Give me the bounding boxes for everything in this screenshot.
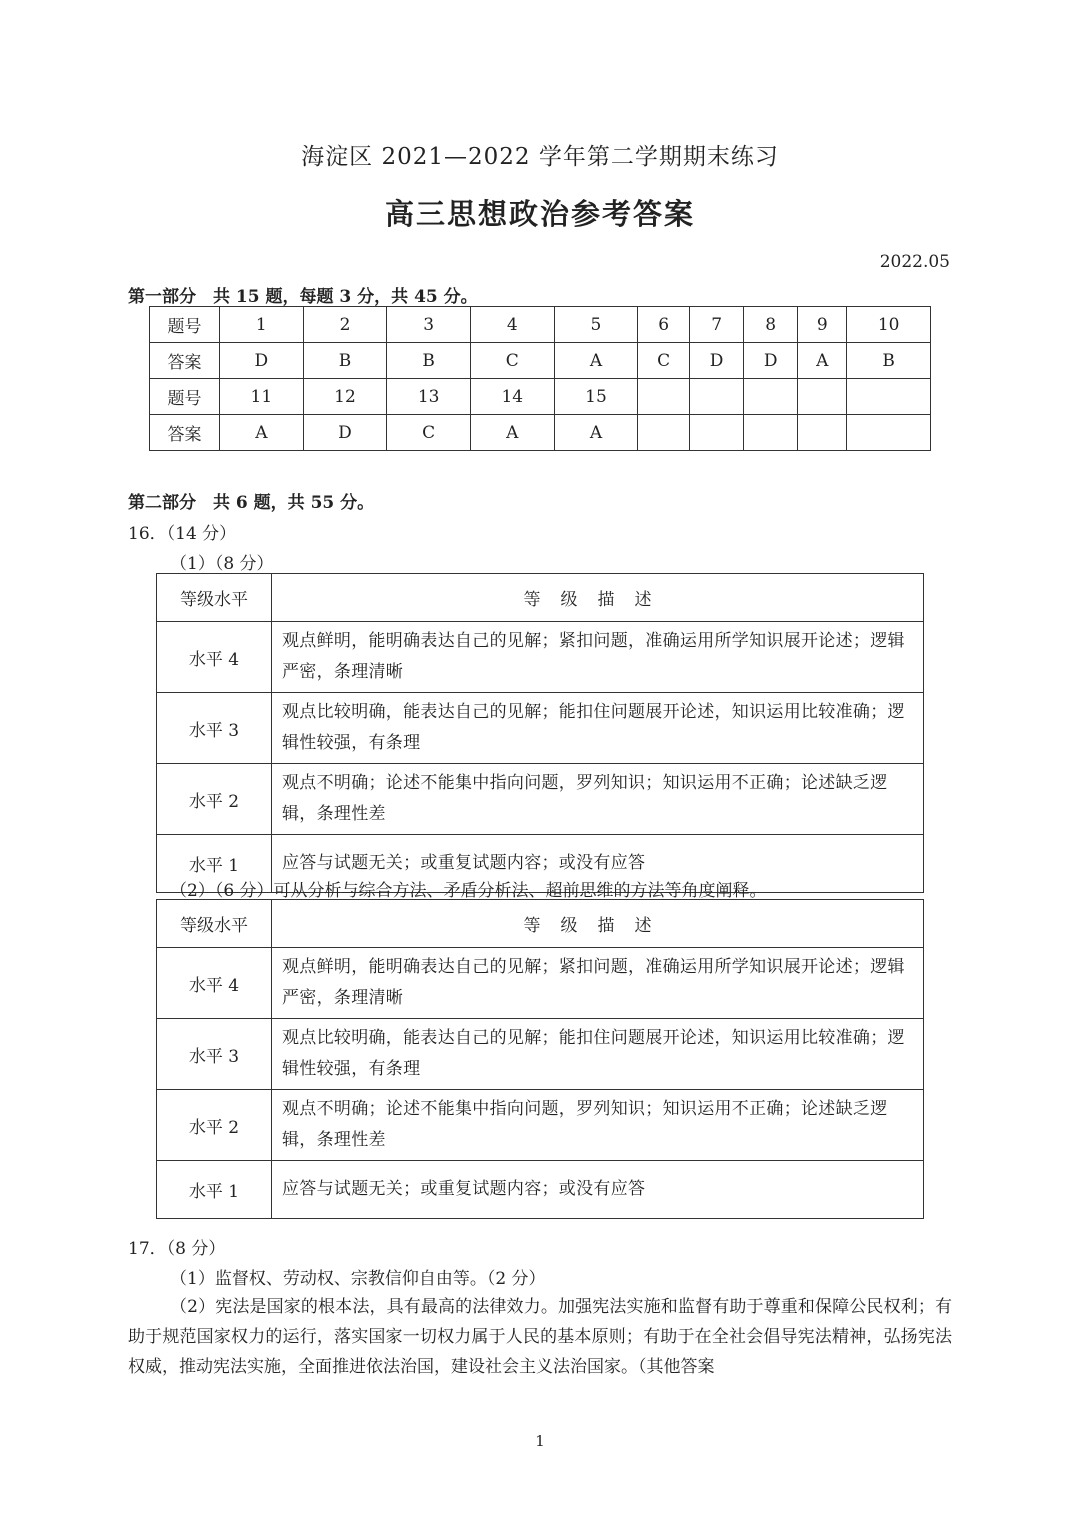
level-desc: 应答与试题无关；或重复试题内容；或没有应答 bbox=[272, 835, 924, 893]
answer-cell: 8 bbox=[744, 307, 798, 343]
answer-cell: D bbox=[690, 343, 744, 379]
answer-cell: C bbox=[387, 415, 471, 451]
level-desc: 观点不明确；论述不能集中指向问题，罗列知识；知识运用不正确；论述缺乏逻辑，条理性差 bbox=[272, 764, 924, 835]
answer-cell bbox=[638, 415, 690, 451]
level-name: 水平 4 bbox=[157, 622, 272, 693]
answer-cell bbox=[847, 379, 931, 415]
answer-cell: A bbox=[554, 415, 638, 451]
answer-cell: C bbox=[638, 343, 690, 379]
column-header-desc: 等级描述 bbox=[272, 900, 924, 948]
answer-cell: B bbox=[847, 343, 931, 379]
q17-sub2: （2）宪法是国家的根本法，具有最高的法律效力。加强宪法实施和监督有助于尊重和保障公民权利；有助于规范国家权力的运行，落实国家一切权力属于人民的基本原则；有助于在全社会倡导宪法精神，弘扬宪法权威，推动宪法实施，全面推进依法治国，建设社会主义法治国家。（其他答案 bbox=[128, 1297, 952, 1377]
q17-label: 17．（8 分） bbox=[128, 1239, 226, 1259]
row-label: 答案 bbox=[150, 343, 220, 379]
table-row bbox=[157, 1019, 924, 1090]
table-row bbox=[150, 307, 931, 343]
answer-table bbox=[149, 306, 931, 451]
q16-label: 16．（14 分） bbox=[128, 524, 237, 544]
q17-sub1: （1）监督权、劳动权、宗教信仰自由等。（2 分） bbox=[170, 1269, 546, 1289]
level-name: 水平 3 bbox=[157, 693, 272, 764]
q16-sub2-label: （2）（6 分）可从分析与综合方法、矛盾分析法、超前思维的方法等角度阐释。 bbox=[170, 881, 767, 901]
table-row bbox=[157, 1161, 924, 1219]
level-desc: 观点比较明确，能表达自己的见解；能扣住问题展开论述，知识运用比较准确；逻辑性较强，有条理 bbox=[272, 1019, 924, 1090]
row-label: 题号 bbox=[150, 307, 220, 343]
answer-cell: 10 bbox=[847, 307, 931, 343]
answer-cell: A bbox=[554, 343, 638, 379]
level-desc: 观点鲜明，能明确表达自己的见解；紧扣问题，准确运用所学知识展开论述；逻辑严密，条理清晰 bbox=[272, 948, 924, 1019]
table-header-row bbox=[157, 900, 924, 948]
table-row bbox=[150, 379, 931, 415]
table-row bbox=[150, 415, 931, 451]
answer-cell bbox=[690, 379, 744, 415]
column-header-level: 等级水平 bbox=[157, 574, 272, 622]
answer-cell bbox=[798, 415, 847, 451]
answer-cell: 15 bbox=[554, 379, 638, 415]
level-name: 水平 3 bbox=[157, 1019, 272, 1090]
table-row bbox=[157, 1090, 924, 1161]
answer-cell: 6 bbox=[638, 307, 690, 343]
level-name: 水平 2 bbox=[157, 1090, 272, 1161]
part2-heading: 第二部分 共 6 题，共 55 分。 bbox=[128, 493, 375, 513]
table-row bbox=[157, 622, 924, 693]
answer-cell bbox=[744, 415, 798, 451]
table-row bbox=[157, 764, 924, 835]
table-row bbox=[150, 343, 931, 379]
level-table-2 bbox=[156, 899, 924, 1219]
part1-heading: 第一部分 共 15 题，每题 3 分，共 45 分。 bbox=[128, 287, 478, 307]
answer-cell: 2 bbox=[303, 307, 387, 343]
answer-cell: 1 bbox=[220, 307, 304, 343]
answer-cell: A bbox=[798, 343, 847, 379]
answer-cell bbox=[638, 379, 690, 415]
answer-cell bbox=[847, 415, 931, 451]
level-name: 水平 1 bbox=[157, 1161, 272, 1219]
answer-cell: 13 bbox=[387, 379, 471, 415]
answer-cell: A bbox=[220, 415, 304, 451]
answer-cell bbox=[798, 379, 847, 415]
answer-cell: 11 bbox=[220, 379, 304, 415]
answer-cell bbox=[690, 415, 744, 451]
level-desc: 观点鲜明，能明确表达自己的见解；紧扣问题，准确运用所学知识展开论述；逻辑严密，条理清晰 bbox=[272, 622, 924, 693]
level-name: 水平 1 bbox=[157, 835, 272, 893]
column-header-desc: 等级描述 bbox=[272, 574, 924, 622]
level-desc: 观点不明确；论述不能集中指向问题，罗列知识；知识运用不正确；论述缺乏逻辑，条理性差 bbox=[272, 1090, 924, 1161]
table-row bbox=[157, 693, 924, 764]
answer-cell: B bbox=[303, 343, 387, 379]
page-title: 高三思想政治参考答案 bbox=[384, 197, 695, 231]
page-number: 1 bbox=[535, 1432, 545, 1450]
row-label: 题号 bbox=[150, 379, 220, 415]
table-header-row bbox=[157, 574, 924, 622]
level-desc: 应答与试题无关；或重复试题内容；或没有应答 bbox=[272, 1161, 924, 1219]
answer-cell: 14 bbox=[470, 379, 554, 415]
date: 2022.05 bbox=[879, 252, 950, 272]
answer-cell: A bbox=[470, 415, 554, 451]
q16-sub1-label: （1）（8 分） bbox=[170, 554, 274, 574]
answer-cell: D bbox=[220, 343, 304, 379]
answer-cell: 3 bbox=[387, 307, 471, 343]
answer-cell: 5 bbox=[554, 307, 638, 343]
answer-cell: 9 bbox=[798, 307, 847, 343]
level-desc: 观点比较明确，能表达自己的见解；能扣住问题展开论述，知识运用比较准确；逻辑性较强，有条理 bbox=[272, 693, 924, 764]
table-row bbox=[157, 948, 924, 1019]
column-header-level: 等级水平 bbox=[157, 900, 272, 948]
answer-cell bbox=[744, 379, 798, 415]
level-name: 水平 4 bbox=[157, 948, 272, 1019]
answer-cell: D bbox=[744, 343, 798, 379]
answer-cell: C bbox=[470, 343, 554, 379]
answer-cell: B bbox=[387, 343, 471, 379]
row-label: 答案 bbox=[150, 415, 220, 451]
answer-cell: 7 bbox=[690, 307, 744, 343]
answer-cell: 12 bbox=[303, 379, 387, 415]
level-table-1 bbox=[156, 573, 924, 893]
answer-cell: D bbox=[303, 415, 387, 451]
exam-header: 海淀区 2021—2022 学年第二学期期末练习 bbox=[301, 144, 779, 170]
answer-cell: 4 bbox=[470, 307, 554, 343]
level-name: 水平 2 bbox=[157, 764, 272, 835]
